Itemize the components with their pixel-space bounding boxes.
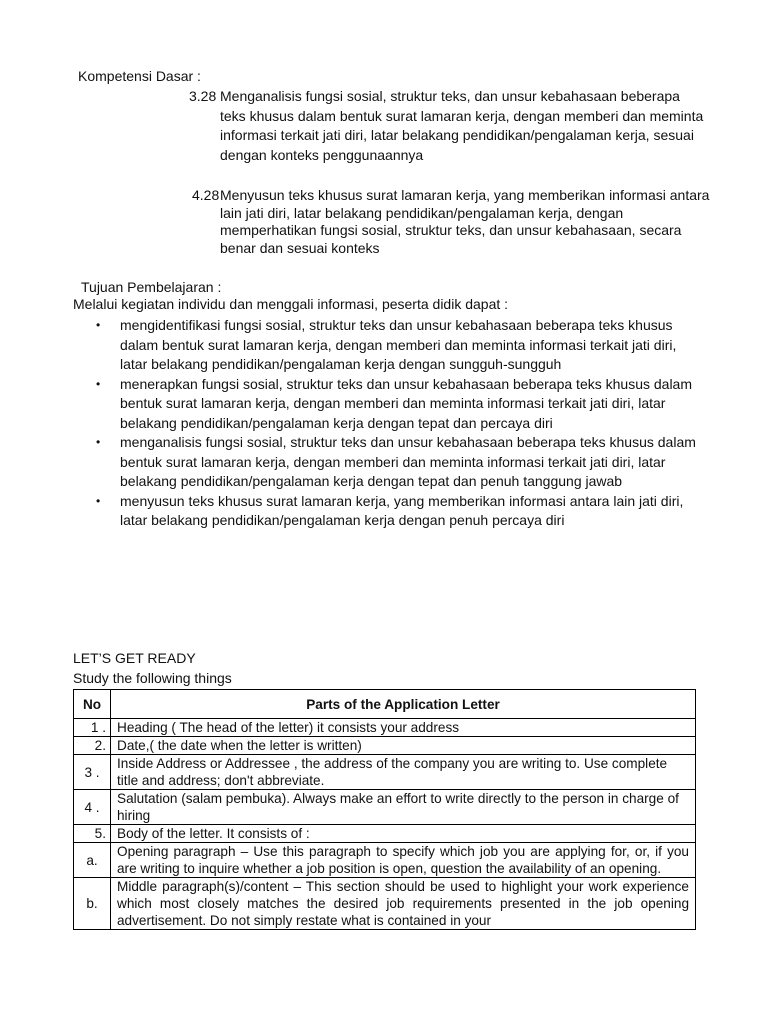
- table-row: [74, 790, 696, 825]
- row-number: 1 .: [74, 719, 111, 737]
- row-text-clipped: Middle paragraph(s)/content – This section should be used to highlight your work experience which most closely matches the desired job requirements presented in the job opening advertisement. Do not simply restate what is contained in your: [117, 879, 689, 928]
- table-row: [74, 755, 696, 790]
- row-number: 5.: [74, 825, 111, 843]
- section-heading: LET’S GET READY: [73, 650, 196, 666]
- competency-number: 4.28: [192, 187, 220, 203]
- row-number: 4 .: [74, 790, 111, 825]
- objective-text: menyusun teks khusus surat lamaran kerja, yang memberikan informasi antara lain jati diri, latar belakang pendidikan/pengalaman kerja dengan penuh percaya diri: [120, 492, 684, 528]
- section-subheading: Study the following things: [73, 670, 232, 686]
- bullet-icon: •: [96, 435, 101, 449]
- objectives-label: Tujuan Pembelajaran :: [81, 279, 222, 295]
- row-text: Date,( the date when the letter is written): [111, 737, 696, 755]
- list-item: [0, 375, 700, 434]
- row-number: b.: [74, 878, 111, 930]
- bullet-icon: •: [96, 376, 101, 391]
- table-row: [74, 878, 696, 930]
- row-text: Opening paragraph – Use this paragraph to specify which job you are applying for, or, if you are writing to inquire whether a job position is open, question the availability of an opening.: [111, 843, 696, 878]
- row-number: 3 .: [74, 755, 111, 790]
- bullet-icon: •: [96, 493, 101, 508]
- objectives-intro: Melalui kegiatan individu dan menggali informasi, peserta didik dapat :: [73, 296, 509, 312]
- objectives-list: [0, 316, 768, 531]
- table-row: [74, 737, 696, 755]
- objective-text: menerapkan fungsi sosial, struktur teks dan unsur kebahasaan beberapa teks khusus dalam bentuk surat lamaran kerja, dengan memberi dan meminta informasi terkait jati diri, latar belakang pendidikan/pengalaman kerja dengan tepat dan percaya diri: [120, 375, 693, 431]
- table-row: [74, 825, 696, 843]
- bullet-icon: •: [96, 318, 101, 332]
- table-row: [74, 719, 696, 737]
- objective-text: menganalisis fungsi sosial, struktur teks dan unsur kebahasaan beberapa teks khusus dalam bentuk surat lamaran kerja, dengan memberi dan meminta informasi terkait jati diri, latar belakang pendidikan/pengalaman kerja dengan tepat dan penuh tanggung jawab: [120, 434, 696, 489]
- competency-number: 3.28: [189, 88, 217, 104]
- row-number: 2.: [74, 737, 111, 755]
- competency-text: Menyusun teks khusus surat lamaran kerja, yang memberikan informasi antara lain jati diri, latar belakang pendidikan/pengalaman kerja, dengan memperhatikan fungsi sosial, struktur teks, dan unsur kebahasaan, secara benar dan sesuai konteks: [220, 187, 710, 256]
- row-text: Heading ( The head of the letter) it consists your address: [111, 719, 696, 737]
- competency-item-4-28: [192, 187, 712, 257]
- application-letter-parts-table: [73, 689, 696, 930]
- table-header-row: [74, 690, 696, 719]
- column-header-no: No: [74, 690, 111, 719]
- row-text: Salutation (salam pembuka). Always make an effort to write directly to the person in charge of hiring: [111, 790, 696, 825]
- table-row: [74, 843, 696, 878]
- list-item: [0, 433, 700, 492]
- row-text: Inside Address or Addressee , the address of the company you are writing to. Use complete title and address; don't abbreviate.: [111, 755, 696, 790]
- list-item: [0, 316, 700, 375]
- row-text: [111, 878, 696, 930]
- competency-label: Kompetensi Dasar :: [78, 68, 201, 84]
- objective-text: mengidentifikasi fungsi sosial, struktur teks dan unsur kebahasaan beberapa teks khusus dalam bentuk surat lamaran kerja, dengan memberi dan meminta informasi terkait jati diri, latar belakang pendidikan/pengalaman kerja dengan sungguh-sungguh: [120, 317, 677, 372]
- competency-text: Menganalisis fungsi sosial, struktur teks, dan unsur kebahasaan beberapa teks khusus dalam bentuk surat lamaran kerja, dengan memberi dan meminta informasi terkait jati diri, latar belakang pendidikan/pengalaman kerja, sesuai dengan konteks penggunaannya: [220, 88, 704, 163]
- column-header-parts: Parts of the Application Letter: [111, 690, 696, 719]
- row-text: Body of the letter. It consists of :: [111, 825, 696, 843]
- competency-item-3-28: [189, 87, 709, 165]
- row-number: a.: [74, 843, 111, 878]
- list-item: [0, 492, 700, 531]
